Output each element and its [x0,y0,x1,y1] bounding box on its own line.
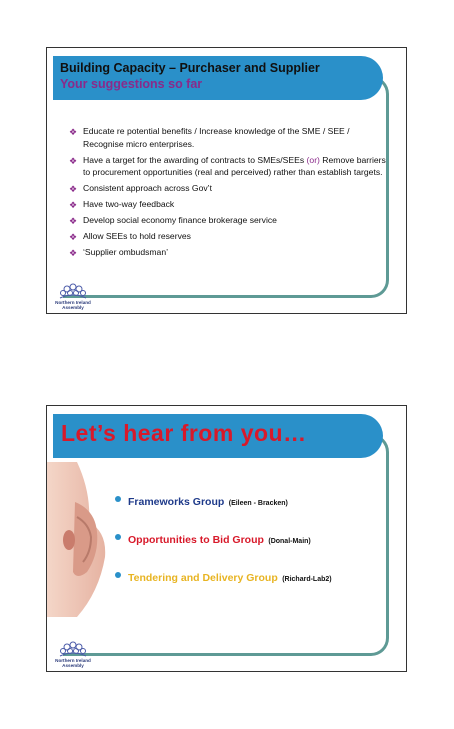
slide-title: Building Capacity – Purchaser and Supplier [60,61,320,75]
diamond-bullet-icon: ❖ [69,184,78,195]
diamond-bullet-icon: ❖ [69,155,78,166]
diamond-bullet-icon: ❖ [69,200,78,211]
list-item: ❖ Educate re potential benefits / Increase knowledge of the SME / SEE / Recognise micro enterprises. [69,126,350,149]
list-item: ❖ Have two-way feedback [69,199,175,211]
assembly-logo: Northern Ireland Assembly [51,638,95,670]
list-item: Frameworks Group (Eileen - Bracken) [115,492,332,530]
list-item: Opportunities to Bid Group (Donal-Main) [115,530,332,568]
flax-flower-icon [56,280,90,300]
diamond-bullet-icon: ❖ [69,248,78,259]
diamond-bullet-icon: ❖ [69,216,78,227]
shouting-face-image [47,462,109,617]
list-item: ❖ Consistent approach across Gov’t [69,183,212,195]
slide-lets-hear [46,405,407,672]
bullet-dot-icon [115,572,121,578]
breakout-groups-list [115,492,332,606]
list-item: ❖ Allow SEEs to hold reserves [69,231,191,243]
list-item: ❖ ‘Supplier ombudsman’ [69,247,169,259]
assembly-logo: Northern Ireland Assembly [51,280,95,312]
list-item: Tendering and Delivery Group (Richard-Lab2) [115,568,332,606]
slide-building-capacity [46,47,407,314]
bullet-dot-icon [115,534,121,540]
suggestions-list [69,125,387,262]
slide-title: Let’s hear from you… [61,420,307,446]
list-item: ❖ Have a target for the awarding of contracts to SMEs/SEEs (or) Remove barriers to procurement opportunities (real and perceived) rather than establish targets. [69,154,386,178]
list-item: ❖ Develop social economy finance brokerage service [69,215,277,227]
bullet-dot-icon [115,496,121,502]
diamond-bullet-icon: ❖ [69,232,78,243]
diamond-bullet-icon: ❖ [69,127,78,137]
slide-subtitle: Your suggestions so far [60,77,203,91]
flax-flower-icon [56,638,90,658]
